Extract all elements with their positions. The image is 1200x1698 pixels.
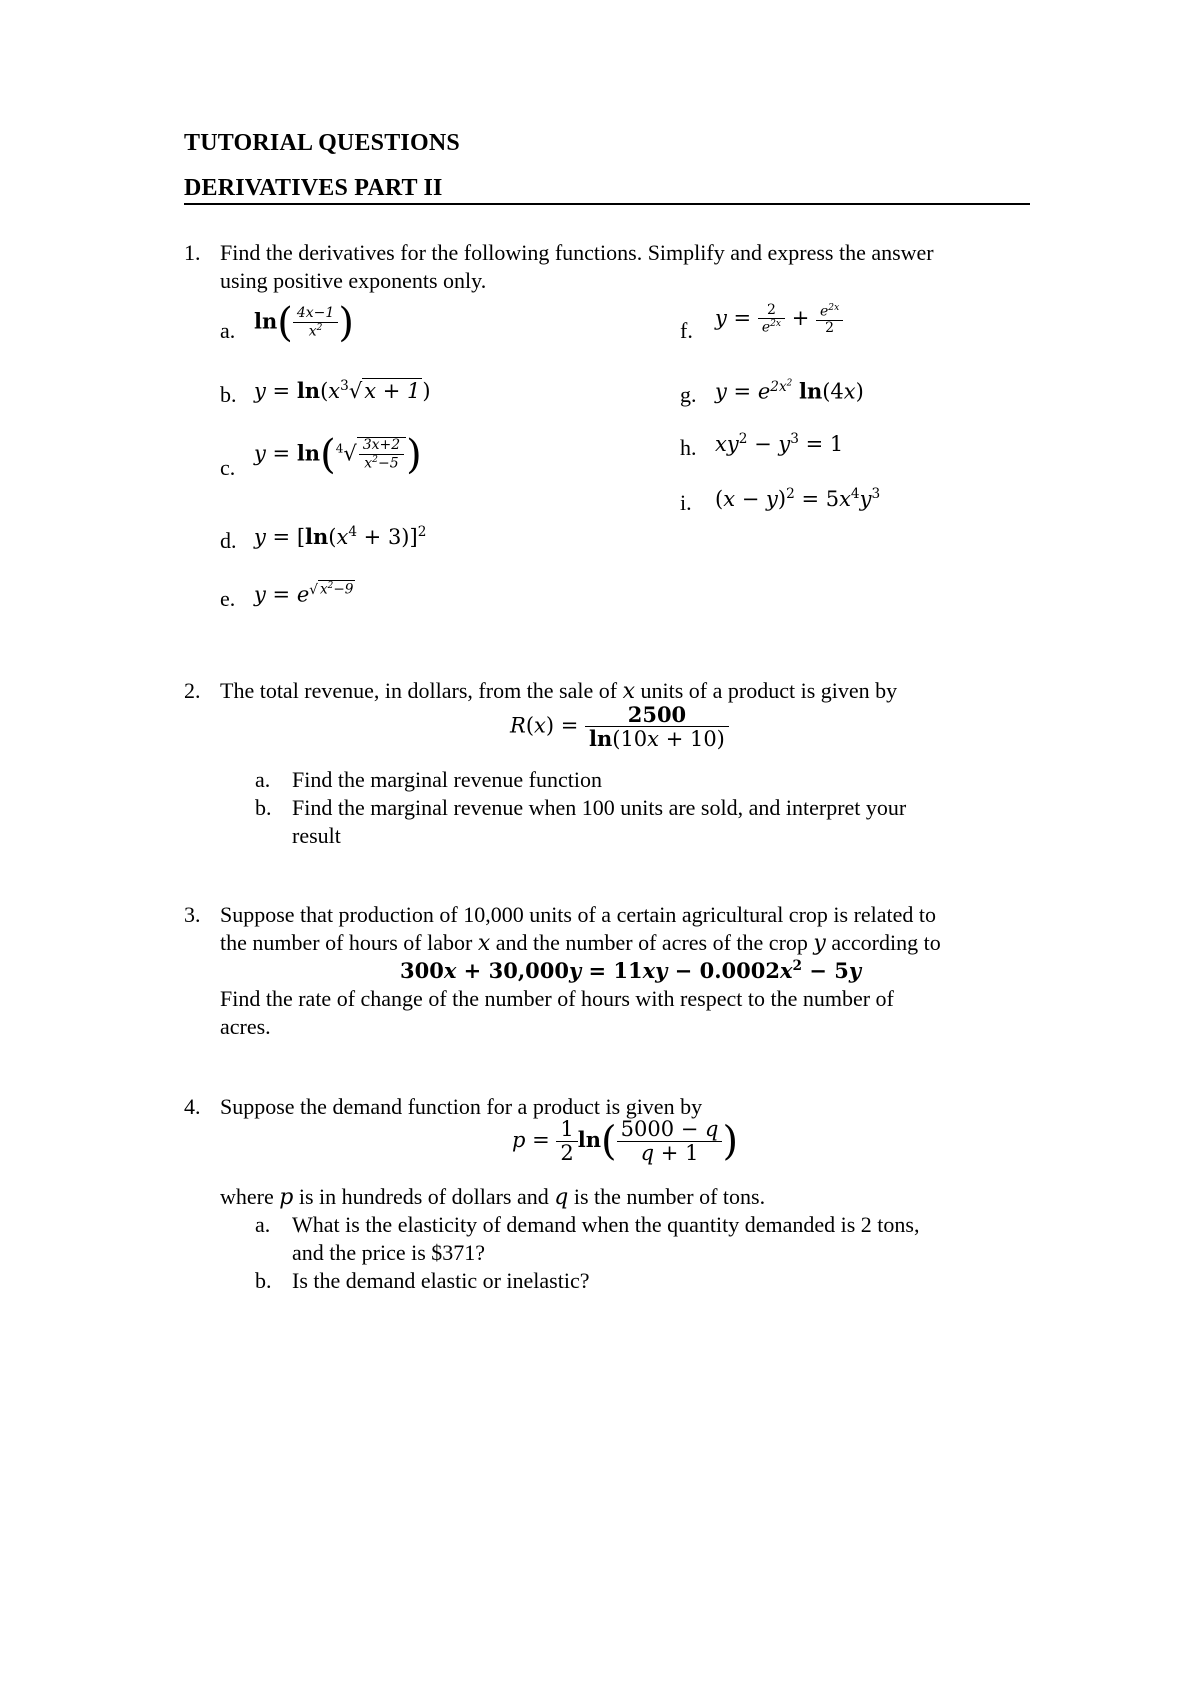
- q1h-formula: $xy^2 - y^3 = 1$: [715, 431, 844, 456]
- q3-line1: Suppose that production of 10,000 units of a certain agricultural crop is related to: [220, 902, 937, 927]
- q4b-label: b.: [255, 1268, 272, 1293]
- q2-text-before: The total revenue, in dollars, from the sale of: [220, 678, 618, 703]
- q2-revenue-formula: R(x) = $\frac{2500}{\ln(10x + 10)}$: [510, 703, 729, 751]
- q4-demand-formula: p = $\frac{1}{2}$ ln( $\frac{5000 - q}{q + 1}$ ): [512, 1117, 739, 1166]
- q2-number: 2.: [184, 678, 201, 703]
- q1b-formula: $y = \ln(x^3√x + 1)$: [254, 378, 431, 403]
- q2b-text-line1: Find the marginal revenue when 100 units are sold, and interpret your: [292, 795, 907, 820]
- q1f-formula: y = $\frac{2}{e^{2x}}$ + $\frac{e^{2x}}{2}$: [715, 303, 843, 336]
- q4a-line2: and the price is $371?: [292, 1240, 486, 1265]
- q2-text: [220, 678, 897, 704]
- q3-line4: acres.: [220, 1014, 271, 1039]
- q2-var: x: [622, 679, 636, 704]
- q1f-label: f.: [680, 318, 693, 343]
- q1h-label: h.: [680, 435, 697, 460]
- q1e-label: e.: [220, 586, 236, 611]
- q1d-label: d.: [220, 528, 237, 553]
- q1d-formula: $y = [\ln(x^4 + 3)]^2$: [254, 524, 427, 549]
- q1-number: 1.: [184, 240, 201, 265]
- q1c-formula: y = ln($^4$√ $\frac{3x+2}{x^2-5}$ ): [254, 432, 422, 478]
- q1g-label: g.: [680, 382, 697, 407]
- q1a-formula: ln( $\frac{4x-1}{x^2}$ ): [254, 300, 354, 346]
- q1e-formula: $y = e^{√ x^2-9}$: [254, 581, 354, 607]
- q4a-line1: What is the elasticity of demand when the quantity demanded is 2 tons,: [292, 1212, 920, 1237]
- q1c-label: c.: [220, 455, 236, 480]
- q1b-label: b.: [220, 382, 237, 407]
- q2a-label: a.: [255, 767, 271, 792]
- q2-numerator: 2500: [627, 702, 687, 727]
- page-title: TUTORIAL QUESTIONS: [184, 130, 460, 156]
- q4a-label: a.: [255, 1212, 271, 1237]
- q3-line2-a: the number of hours of labor: [220, 930, 473, 955]
- q4-where-line: where p is in hundreds of dollars and q is the number of tons.: [220, 1184, 766, 1210]
- q1i-formula: $(x - y)^2 = 5x^4y^3$: [715, 486, 881, 511]
- q3-line2: the number of hours of labor x and the number of acres of the crop y according to: [220, 930, 941, 956]
- q4-where-a: where: [220, 1184, 274, 1209]
- q1-text-line1: Find the derivatives for the following functions. Simplify and express the answer: [220, 240, 934, 265]
- q4-where-b: is in hundreds of dollars and: [298, 1184, 549, 1209]
- q4b-text: Is the demand elastic or inelastic?: [292, 1268, 590, 1293]
- q2b-text-line2: result: [292, 823, 341, 848]
- q2a-text: Find the marginal revenue function: [292, 767, 602, 792]
- page-subtitle: DERIVATIVES PART II: [184, 175, 443, 201]
- q3-number: 3.: [184, 902, 201, 927]
- q1-text-line2: using positive exponents only.: [220, 268, 487, 293]
- q2b-label: b.: [255, 795, 272, 820]
- header-underline: [184, 203, 1030, 205]
- q3-line3: Find the rate of change of the number of hours with respect to the number of: [220, 986, 894, 1011]
- q3-line2-c: according to: [831, 930, 941, 955]
- q4-where-c: is the number of tons.: [573, 1184, 766, 1209]
- q4-number: 4.: [184, 1094, 201, 1119]
- q3-equation: $300x + 30,000y = 11xy - 0.0002x^2 - 5y$: [400, 958, 862, 983]
- q2-text-after: units of a product is given by: [640, 678, 898, 703]
- q1a-label: a.: [220, 318, 236, 343]
- q4-line1: Suppose the demand function for a product is given by: [220, 1094, 703, 1119]
- q1g-formula: $y = e^{2x^2}$ ln(4x): [715, 378, 864, 404]
- q3-line2-b: and the number of acres of the crop: [495, 930, 808, 955]
- q1i-label: i.: [680, 490, 692, 515]
